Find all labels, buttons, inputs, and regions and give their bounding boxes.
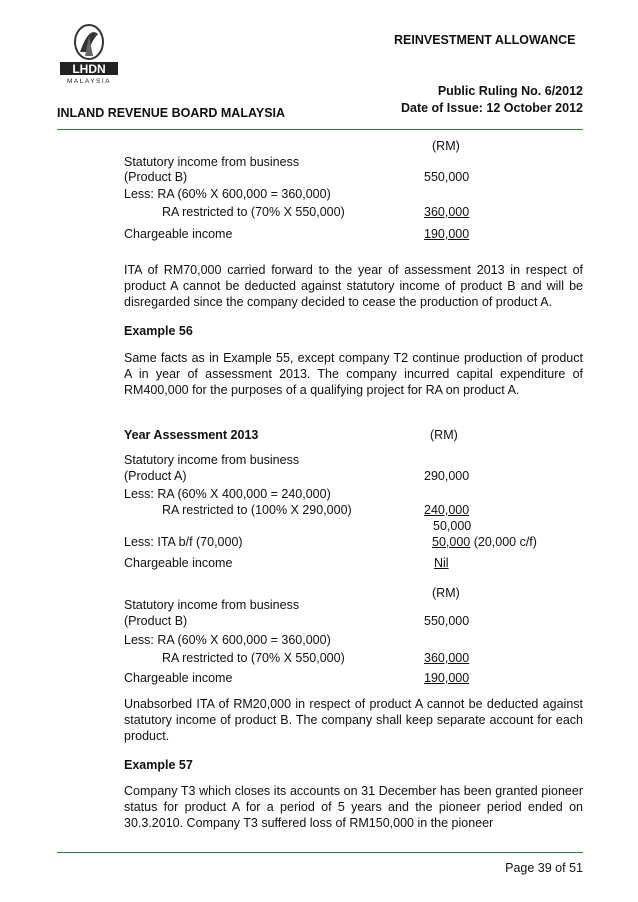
ci-label: Chargeable income: [124, 227, 233, 241]
example-heading: Example 57: [124, 758, 193, 772]
ci-value: Nil: [434, 556, 449, 570]
si-label: Statutory income from business: [124, 598, 300, 612]
paragraph: Company T3 which closes its accounts on 31 December has been granted pioneer status for product A for a period of 5 years and the pioneer period ended on 30.3.2010. Company T3 suffered loss of RM150,000 in the pioneer: [124, 784, 583, 830]
ra-value: 360,000: [424, 651, 470, 665]
section-title: REINVESTMENT ALLOWANCE: [394, 33, 576, 47]
si-value: 550,000: [424, 614, 470, 628]
ra-restricted: RA restricted to (70% X 550,000): [162, 205, 345, 219]
page-number: Page 39 of 51: [505, 861, 583, 875]
less-ra: Less: RA (60% X 600,000 = 360,000): [124, 633, 331, 647]
product-label: (Product B): [124, 170, 188, 184]
footer-rule: [57, 852, 583, 853]
issue-date: Date of Issue: 12 October 2012: [400, 101, 583, 115]
product-label: (Product B): [124, 614, 188, 628]
less-ra: Less: RA (60% X 600,000 = 360,000): [124, 187, 331, 201]
ruling-number: Public Ruling No. 6/2012: [437, 84, 583, 98]
ra-restricted: RA restricted to (70% X 550,000): [162, 651, 345, 665]
rm-heading: (RM): [432, 139, 460, 153]
ci-label: Chargeable income: [124, 671, 233, 685]
balance-value: 50,000: [433, 519, 472, 533]
example-heading: Example 56: [124, 324, 193, 338]
ita-row: [424, 535, 537, 549]
less-ita: Less: ITA b/f (70,000): [124, 535, 243, 549]
less-ra: Less: RA (60% X 400,000 = 240,000): [124, 487, 331, 501]
header-rule: [57, 129, 583, 130]
paragraph: Unabsorbed ITA of RM20,000 in respect of product A cannot be deducted against statutory income of product B. The company shall keep separate account for each product.: [124, 697, 583, 743]
rm-heading: (RM): [430, 428, 458, 442]
ra-value: 240,000: [424, 503, 470, 517]
year-assessment-heading: Year Assessment 2013: [124, 428, 259, 442]
paragraph: Same facts as in Example 55, except company T2 continue production of product A in year of assessment 2013. The company incurred capital expenditure of RM400,000 for the purposes of a qualifying project for RA on product A.: [124, 351, 583, 397]
paragraph: ITA of RM70,000 carried forward to the year of assessment 2013 in respect of product A cannot be deducted against statutory income of product B and will be disregarded since the company decided to cease the production of product A.: [124, 263, 583, 309]
ra-value: 360,000: [424, 205, 470, 219]
ita-carry-forward: (20,000 c/f): [473, 535, 537, 549]
ci-value: 190,000: [424, 671, 470, 685]
org-name: INLAND REVENUE BOARD MALAYSIA: [57, 106, 286, 120]
ci-value: 190,000: [424, 227, 470, 241]
logo-subtext: MALAYSIA: [66, 78, 112, 85]
si-label: Statutory income from business: [124, 155, 300, 169]
ci-label: Chargeable income: [124, 556, 233, 570]
lhdn-logo: [58, 22, 120, 86]
ra-restricted: RA restricted to (100% X 290,000): [162, 503, 352, 517]
logo-text: LHDN: [72, 62, 106, 76]
si-value: 290,000: [424, 469, 470, 483]
rm-heading: (RM): [432, 586, 460, 600]
product-label: (Product A): [124, 469, 187, 483]
ita-value: 50,000: [432, 535, 471, 549]
si-value: 550,000: [424, 170, 470, 184]
si-label: Statutory income from business: [124, 453, 300, 467]
